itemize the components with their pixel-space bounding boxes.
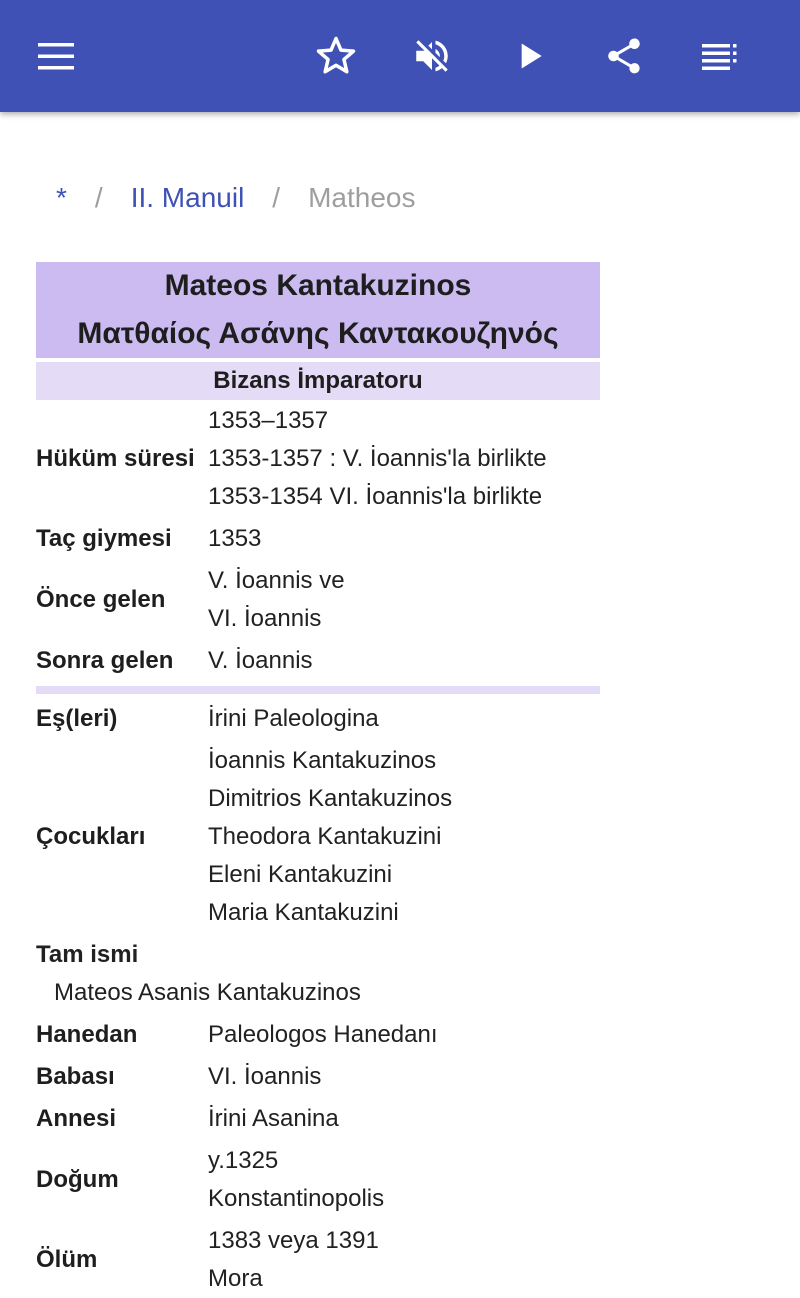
- breadcrumb-current: Matheos: [308, 182, 416, 213]
- row-label: Hüküm süresi: [36, 445, 195, 472]
- contents-button[interactable]: [692, 28, 748, 84]
- row-label: Taç giymesi: [36, 525, 172, 552]
- row-values: [208, 742, 600, 932]
- menu-icon: [36, 36, 76, 76]
- infobox-row-father: [36, 1058, 600, 1096]
- infobox-title-greek: Ματθαίος Ασάνης Καντακουζηνός: [77, 317, 559, 350]
- child-link[interactable]: İoannis Kantakuzinos: [208, 747, 437, 774]
- playlist-icon: [700, 36, 740, 76]
- row-label: Sonra gelen: [36, 647, 174, 674]
- breadcrumb-separator: /: [94, 182, 103, 213]
- father-link[interactable]: VI. İoannis: [208, 1063, 322, 1090]
- infobox-title-latin: Mateos Kantakuzinos: [164, 269, 472, 302]
- infobox-row-death: [36, 1222, 600, 1298]
- coronation-value: 1353: [208, 525, 262, 552]
- row-values: [208, 1016, 600, 1054]
- row-values: [208, 402, 600, 516]
- predecessor-link[interactable]: VI. İoannis: [208, 605, 322, 632]
- mute-button[interactable]: [404, 28, 460, 84]
- row-label: Annesi: [36, 1105, 117, 1132]
- reign-value: 1353–1357: [208, 407, 329, 434]
- row-label: Hanedan: [36, 1021, 138, 1048]
- death-place-link[interactable]: Mora: [208, 1265, 263, 1292]
- breadcrumb: [56, 178, 415, 218]
- child-link[interactable]: Maria Kantakuzini: [208, 899, 399, 926]
- star-icon: [315, 35, 357, 77]
- app-bar: [0, 0, 800, 112]
- infobox-row-birth: [36, 1142, 600, 1218]
- share-icon: [603, 35, 645, 77]
- menu-button[interactable]: [28, 28, 84, 84]
- row-values: [208, 642, 600, 680]
- successor-link[interactable]: V. İoannis: [208, 647, 313, 674]
- breadcrumb-parent[interactable]: II. Manuil: [130, 182, 245, 213]
- row-values: [208, 1058, 600, 1096]
- full-name-value: Mateos Asanis Kantakuzinos: [54, 979, 361, 1006]
- reign-value: 1353-1357 : V. İoannis'la birlikte: [208, 445, 547, 472]
- child-link[interactable]: Eleni Kantakuzini: [208, 861, 393, 888]
- birth-place-link[interactable]: Konstantinopolis: [208, 1185, 385, 1212]
- row-label: Önce gelen: [36, 586, 166, 613]
- row-values: [208, 1142, 600, 1218]
- dynasty-link[interactable]: Paleologos Hanedanı: [208, 1021, 438, 1048]
- predecessor-link[interactable]: V. İoannis ve: [208, 567, 345, 594]
- row-label: Doğum: [36, 1166, 119, 1193]
- row-label: Ölüm: [36, 1246, 98, 1273]
- breadcrumb-home[interactable]: *: [56, 182, 67, 213]
- breadcrumb-separator: /: [272, 182, 281, 213]
- infobox: [36, 262, 600, 1298]
- share-button[interactable]: [596, 28, 652, 84]
- infobox-row-spouse: [36, 700, 600, 738]
- row-label: Babası: [36, 1063, 115, 1090]
- row-values: [208, 520, 600, 558]
- row-values: [208, 1100, 600, 1138]
- infobox-row-dynasty: [36, 1016, 600, 1054]
- birth-date: y.1325: [208, 1147, 279, 1174]
- child-link[interactable]: Dimitrios Kantakuzinos: [208, 785, 453, 812]
- row-label: Eş(leri): [36, 705, 118, 732]
- full-name-label: Tam ismi: [36, 941, 139, 968]
- volume-off-icon: [411, 35, 453, 77]
- infobox-row-coronation: [36, 520, 600, 558]
- infobox-row-successor: [36, 642, 600, 680]
- play-icon: [510, 36, 550, 76]
- row-values: [208, 700, 600, 738]
- infobox-row-predecessor: [36, 562, 600, 638]
- infobox-row-children: [36, 742, 600, 932]
- play-button[interactable]: [502, 28, 558, 84]
- infobox-subtitle: Bizans İmparatoru: [36, 362, 600, 400]
- mother-link[interactable]: İrini Asanina: [208, 1105, 339, 1132]
- row-values: [208, 562, 600, 638]
- reign-value: 1353-1354 VI. İoannis'la birlikte: [208, 483, 543, 510]
- infobox-row-mother: [36, 1100, 600, 1138]
- death-date: 1383 veya 1391: [208, 1227, 379, 1254]
- child-link[interactable]: Theodora Kantakuzini: [208, 823, 442, 850]
- infobox-divider: [36, 686, 600, 694]
- favorite-button[interactable]: [308, 28, 364, 84]
- infobox-row-reign: [36, 402, 600, 516]
- row-values: [208, 1222, 600, 1298]
- spouse-link[interactable]: İrini Paleologina: [208, 705, 379, 732]
- infobox-title: [36, 262, 600, 358]
- row-label: Çocukları: [36, 823, 146, 850]
